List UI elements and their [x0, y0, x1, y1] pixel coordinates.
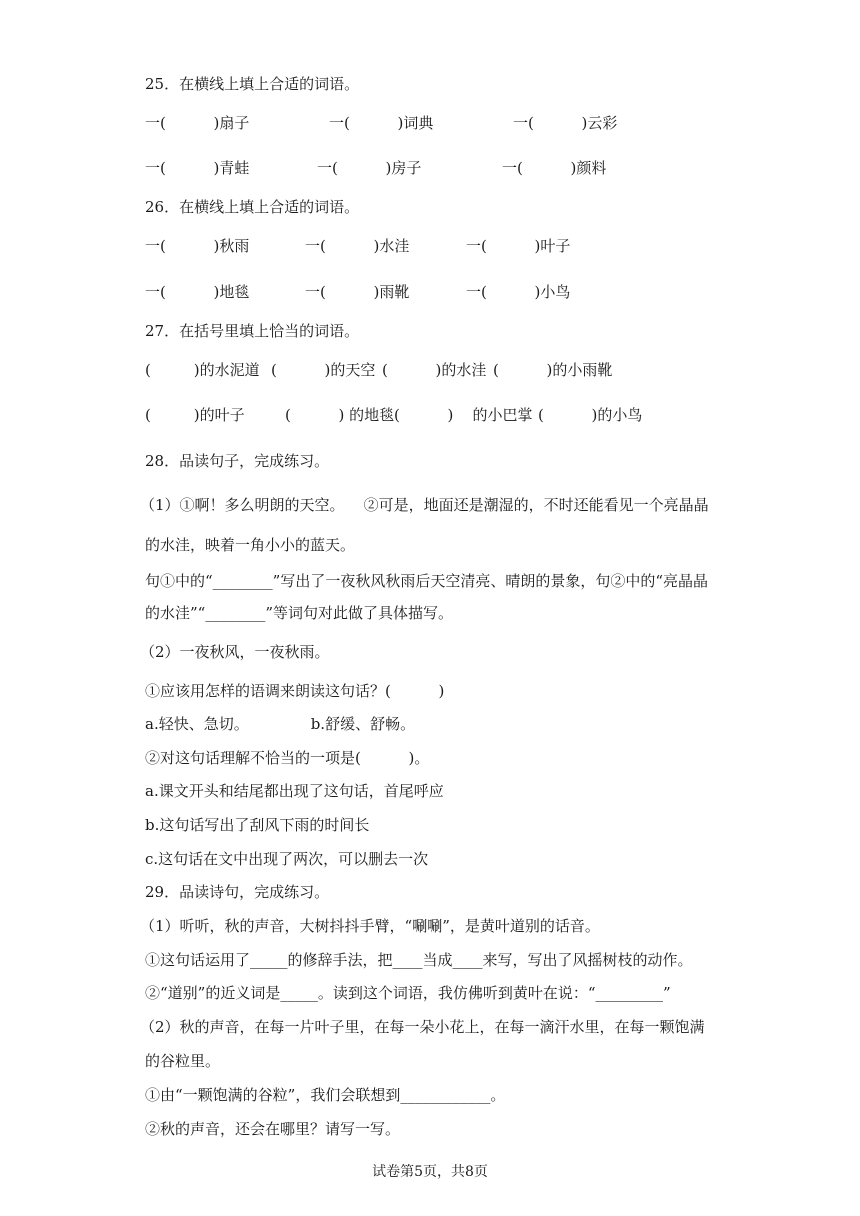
q29-passage-2-question-1: ①由“一颗饱满的谷粒”，我们会联想到____________。 — [145, 1086, 506, 1104]
page-footer: 试卷第5页，共8页 — [372, 1164, 488, 1180]
question-27-title: 27．在括号里填上恰当的词语。 — [145, 322, 360, 340]
q28-fill-line-2: 的水洼”“________”等词句对此做了具体描写。 — [145, 604, 454, 622]
question-28-title: 28．品读句子，完成练习。 — [145, 452, 330, 470]
q25-item-cloud: 一( )云彩 — [513, 114, 618, 132]
q27-item-sky: ( )的天空 — [271, 361, 376, 379]
q28-option-a: a.课文开头和结尾都出现了这句话，首尾呼应 — [145, 782, 444, 800]
q26-item-bird: 一( )小鸟 — [466, 283, 571, 301]
q28-question-2-2: ②对这句话理解不恰当的一项是( )。 — [145, 749, 430, 767]
q28-question-2-1: ①应该用怎样的语调来朗读这句话？( ) — [145, 682, 445, 700]
q29-passage-1-question-1: ①这句话运用了_____的修辞手法，把____当成____来写，写出了风摇树枝的动作。 — [145, 951, 693, 969]
q27-item-rain-boots: ( )的小雨靴 — [493, 361, 613, 379]
q26-item-puddle: 一( )水洼 — [305, 237, 410, 255]
q28-fill-line-1: 句①中的“________”写出了一夜秋风秋雨后天空清亮、晴朗的景象，句②中的“亮晶晶 — [145, 572, 709, 590]
q27-item-bird: ( )的小鸟 — [538, 406, 643, 424]
q25-item-house: 一( )房子 — [317, 159, 422, 177]
q26-item-autumn-rain: 一( )秋雨 — [145, 237, 250, 255]
q29-passage-2-line-2: 的谷粒里。 — [145, 1052, 221, 1070]
q27-item-carpet: ( ) 的地毯 — [285, 406, 395, 424]
q25-item-paint: 一( )颜料 — [502, 159, 607, 177]
question-25-title: 25．在横线上填上合适的词语。 — [145, 75, 360, 93]
q27-item-leaf: ( )的叶子 — [145, 406, 245, 424]
q28-option-c: c.这句话在文中出现了两次，可以删去一次 — [145, 850, 429, 868]
q28-option-b: b.这句话写出了刮风下雨的时间长 — [145, 816, 370, 834]
q29-passage-2-question-2: ②秋的声音，还会在哪里？请写一写。 — [145, 1120, 401, 1138]
q26-item-rain-boots: 一( )雨靴 — [305, 283, 410, 301]
q29-passage-1: （1）听听，秋的声音，大树抖抖手臂，“唰唰”，是黄叶道别的话音。 — [140, 917, 600, 935]
q28-question-2-1-options: a.轻快、急切。 b.舒缓、舒畅。 — [145, 715, 416, 733]
q27-item-cement-road: ( )的水泥道 — [145, 361, 260, 379]
question-26-title: 26．在横线上填上合适的词语。 — [145, 198, 360, 216]
q29-passage-2-line-1: （2）秋的声音，在每一片叶子里，在每一朵小花上，在每一滴汗水里，在每一颗饱满 — [140, 1018, 705, 1036]
q25-item-fan: 一( )扇子 — [145, 114, 250, 132]
q28-passage-2: （2）一夜秋风，一夜秋雨。 — [140, 643, 330, 661]
q27-item-little-palm: ( ) 的小巴掌 — [394, 406, 533, 424]
q26-item-leaf: 一( )叶子 — [466, 237, 571, 255]
q29-passage-1-question-2: ②“道别”的近义词是_____。读到这个词语，我仿佛听到黄叶在说：“_________” — [145, 984, 671, 1002]
question-29-title: 29．品读诗句，完成练习。 — [145, 883, 330, 901]
q27-item-puddle: ( )的水洼 — [382, 361, 487, 379]
q26-item-carpet: 一( )地毯 — [145, 283, 250, 301]
q28-passage-1-line-2: 的水洼，映着一角小小的蓝天。 — [145, 536, 356, 554]
q28-passage-1-line-1: （1）①啊！多么明朗的天空。 ②可是，地面还是潮湿的，不时还能看见一个亮晶晶 — [140, 496, 709, 514]
q25-item-dictionary: 一( )词典 — [329, 114, 434, 132]
q25-item-frog: 一( )青蛙 — [145, 159, 250, 177]
